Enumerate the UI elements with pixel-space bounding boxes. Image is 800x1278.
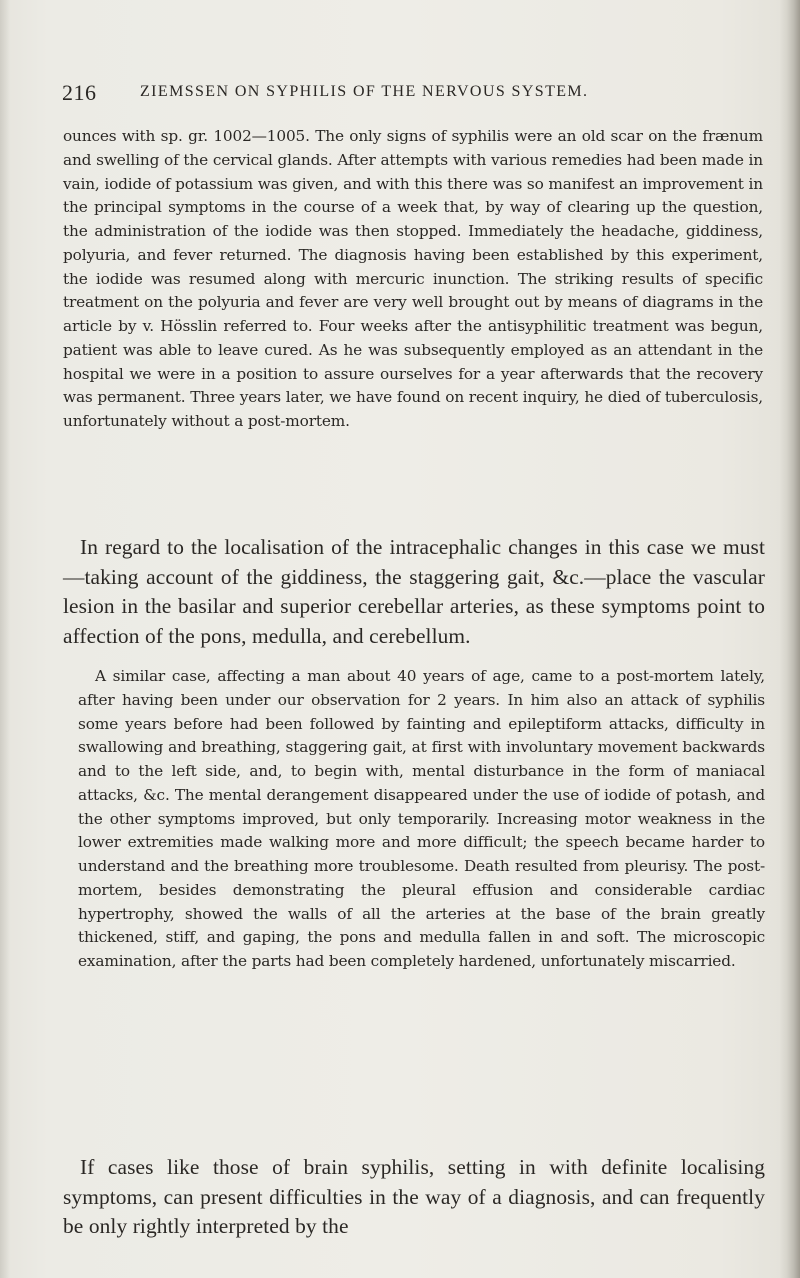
running-head: ZIEMSSEN ON SYPHILIS OF THE NERVOUS SYSTEM. <box>140 83 589 100</box>
page-number: 216 <box>62 80 97 105</box>
paragraph-similar-case: A similar case, affecting a man about 40 years of age, came to a post-mortem lately, after having been under our observation for 2 years. In him also an attack of syphilis some years before had been followed by fainting and epileptiform attacks, difficulty in swallowing and breathing, staggering gait, at first with involuntary movement backwards and to the left side, and, to begin with, mental disturbance in the form of maniacal attacks, &c. The mental derangement disappeared under the use of iodide of potash, and the other symptoms improved, but only temporarily. Increasing motor weakness in the lower extremities made walking more and more difficult; the speech became harder to understand and the breathing more troublesome. Death resulted from pleurisy. The post-mortem, besides demonstrating the pleural effusion and considerable cardiac hypertrophy, showed the walls of all the arteries at the base of the brain greatly thickened, stiff, and gaping, the pons and medulla fallen in and soft. The microscopic examination, after the parts had been completely hardened, unfortunately miscarried. <box>78 667 765 970</box>
paragraph-brain-syphilis-diagnosis: If cases like those of brain syphilis, setting in with definite localising symptoms, can present difficulties in the way of a diagnosis, and can frequently be only rightly interpreted by the <box>63 1155 765 1238</box>
paragraph-case-continuation: ounces with sp. gr. 1002—1005. The only signs of syphilis were an old scar on the frænum and swelling of the cervical glands. After attempts with various remedies had been made in vain, iodide of potassium was given, and with this there was so manifest an improvement in the principal symptoms in the course of a week that, by way of clearing up the question, the administration of the iodide was then stopped. Immediately the headache, giddiness, polyuria, and fever returned. The diagnosis having been established by this experiment, the iodide was resumed along with mercuric inunction. The striking results of specific treatment on the polyuria and fever are very well brought out by means of diagrams in the article by v. Hösslin referred to. Four weeks after the antisyphilitic treatment was begun, patient was able to leave cured. As he was subsequently employed as an attendant in the hospital we were in a position to assure ourselves for a year afterwards that the recovery was permanent. Three years later, we have found on recent inquiry, he died of tuberculosis, unfortunately without a post-mortem. <box>63 127 763 430</box>
page-edge <box>780 0 800 1278</box>
paragraph-localisation: In regard to the localisation of the intracephalic changes in this case we must—taking account of the giddiness, the staggering gait, &c.—place the vascular lesion in the basilar and superior cerebellar arteries, as these symptoms point to affection of the pons, medulla, and cerebellum. <box>63 535 765 648</box>
gutter-shadow <box>0 0 10 1278</box>
page-header <box>62 80 762 112</box>
